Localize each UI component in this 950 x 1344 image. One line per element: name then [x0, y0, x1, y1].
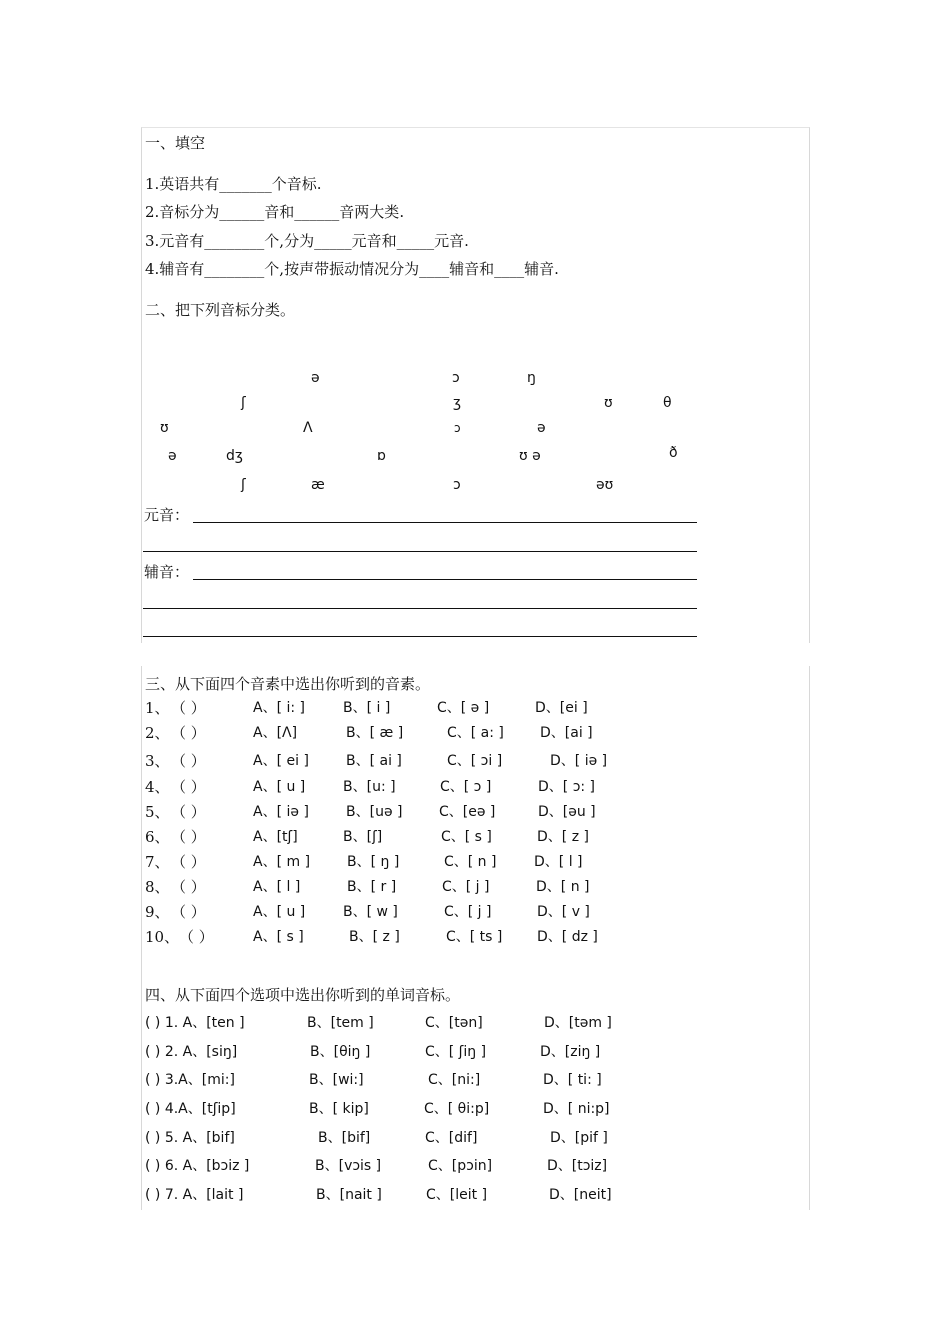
option-c[interactable]: C、[ ɔ ] — [440, 779, 492, 795]
answer-paren[interactable]: （ ） — [171, 828, 206, 846]
symbol: ə — [168, 448, 177, 464]
option-a[interactable]: A、[ i: ] — [253, 700, 306, 716]
symbol: æ — [311, 477, 325, 493]
word-question-a[interactable]: ( ) 4.A、[tʃip] — [145, 1101, 236, 1117]
symbol: ŋ — [527, 370, 536, 386]
option-a[interactable]: A、[ u ] — [253, 779, 306, 795]
option-b[interactable]: B、[u: ] — [343, 779, 396, 795]
symbol: ʃ — [241, 477, 246, 493]
question-number: 4、 — [145, 778, 170, 796]
option-a[interactable]: A、[ s ] — [253, 929, 304, 945]
option-c[interactable]: C、[ s ] — [441, 829, 492, 845]
option-b[interactable]: B、[uə ] — [346, 804, 403, 820]
fill-line-2: 2.音标分为______音和______音两大类. — [145, 203, 405, 221]
symbol: ɔ — [454, 421, 461, 435]
option-b[interactable]: B、[tem ] — [307, 1015, 374, 1031]
symbol: ʊ — [604, 395, 613, 411]
question-number: 9、 — [145, 903, 170, 921]
option-d[interactable]: D、[neit] — [549, 1187, 612, 1203]
option-d[interactable]: D、[ai ] — [540, 725, 593, 741]
option-b[interactable]: B、[ w ] — [343, 904, 398, 920]
option-c[interactable]: C、[ θi:p] — [424, 1101, 490, 1117]
symbol: ɔ — [453, 477, 461, 493]
section1-title: 一、填空 — [145, 134, 206, 152]
option-b[interactable]: B、[ ai ] — [346, 753, 402, 769]
option-b[interactable]: B、[ æ ] — [346, 725, 404, 741]
section2-title: 二、把下列音标分类。 — [145, 301, 296, 319]
word-question-a[interactable]: ( ) 1. A、[ten ] — [145, 1015, 245, 1031]
symbol: ʃ — [241, 395, 246, 411]
option-c[interactable]: C、[ j ] — [444, 904, 492, 920]
answer-paren[interactable]: （ ） — [171, 778, 206, 796]
option-d[interactable]: D、[ ni:p] — [543, 1101, 610, 1117]
option-d[interactable]: D、[ziŋ ] — [540, 1044, 601, 1060]
option-d[interactable]: D、[ei ] — [535, 700, 588, 716]
question-number: 7、 — [145, 853, 170, 871]
symbol: ə — [311, 370, 320, 386]
consonant-answer-line-3[interactable] — [143, 636, 697, 637]
option-b[interactable]: B、[ z ] — [349, 929, 400, 945]
option-c[interactable]: C、[ j ] — [442, 879, 490, 895]
question-number: 2、 — [145, 724, 170, 742]
question-number: 3、 — [145, 752, 170, 770]
symbol: əʊ — [596, 477, 614, 493]
option-d[interactable]: D、[ v ] — [537, 904, 590, 920]
vowel-answer-line-2[interactable] — [143, 551, 697, 552]
vowel-label: 元音： — [144, 506, 190, 524]
word-question-a[interactable]: ( ) 5. A、[bif] — [145, 1130, 235, 1146]
option-d[interactable]: D、[ ti: ] — [543, 1072, 602, 1088]
symbol: Λ — [303, 420, 313, 436]
option-d[interactable]: D、[ dz ] — [537, 929, 598, 945]
option-b[interactable]: B、[ i ] — [343, 700, 391, 716]
symbol: ʊ — [160, 420, 169, 436]
answer-paren[interactable]: （ ） — [171, 752, 206, 770]
fill-line-1: 1.英语共有_______个音标. — [145, 175, 322, 193]
symbol: θ — [663, 395, 672, 411]
question-number: 6、 — [145, 828, 170, 846]
option-c[interactable]: C、[dif] — [425, 1130, 478, 1146]
symbol: ə — [537, 420, 546, 436]
answer-paren[interactable]: （ ） — [171, 853, 206, 871]
option-c[interactable]: C、[ a: ] — [447, 725, 504, 741]
fill-line-3: 3.元音有________个,分为_____元音和_____元音. — [145, 232, 469, 250]
option-d[interactable]: D、[ n ] — [536, 879, 590, 895]
option-a[interactable]: A、[ ei ] — [253, 753, 309, 769]
option-c[interactable]: C、[ n ] — [444, 854, 497, 870]
option-b[interactable]: B、[wi:] — [309, 1072, 364, 1088]
option-b[interactable]: B、[bif] — [318, 1130, 371, 1146]
answer-paren[interactable]: （ ） — [171, 724, 206, 742]
option-c[interactable]: C、[eə ] — [439, 804, 496, 820]
option-c[interactable]: C、[ni:] — [428, 1072, 481, 1088]
option-d[interactable]: D、[əu ] — [538, 804, 596, 820]
consonant-answer-line-1[interactable] — [193, 579, 697, 580]
symbol: dʒ — [226, 448, 243, 464]
option-a[interactable]: A、[ iə ] — [253, 804, 309, 820]
option-b[interactable]: B、[θiŋ ] — [310, 1044, 371, 1060]
option-b[interactable]: B、[vɔis ] — [315, 1158, 382, 1174]
option-a[interactable]: A、[ m ] — [253, 854, 311, 870]
word-question-a[interactable]: ( ) 7. A、[lait ] — [145, 1187, 244, 1203]
option-d[interactable]: D、[ iə ] — [550, 753, 608, 769]
option-d[interactable]: D、[ l ] — [534, 854, 583, 870]
vowel-answer-line-1[interactable] — [193, 522, 697, 523]
question-number: 1、 — [145, 699, 170, 717]
option-b[interactable]: B、[ r ] — [347, 879, 397, 895]
consonant-label: 辅音： — [144, 563, 190, 581]
section3-title: 三、从下面四个音素中选出你听到的音素。 — [145, 675, 431, 693]
option-c[interactable]: C、[ ə ] — [437, 700, 490, 716]
option-a[interactable]: A、[ u ] — [253, 904, 306, 920]
answer-paren[interactable]: （ ） — [171, 699, 206, 717]
question-number: 5、 — [145, 803, 170, 821]
symbol: ɒ — [377, 448, 386, 464]
option-d[interactable]: D、[təm ] — [544, 1015, 612, 1031]
option-b[interactable]: B、[nait ] — [316, 1187, 382, 1203]
fill-line-4: 4.辅音有________个,按声带振动情况分为____辅音和____辅音. — [145, 260, 559, 278]
option-a[interactable]: A、[tʃ] — [253, 829, 298, 845]
answer-paren[interactable]: （ ） — [171, 878, 206, 896]
option-c[interactable]: C、[ ʃiŋ ] — [425, 1044, 487, 1060]
option-d[interactable]: D、[pif ] — [550, 1130, 608, 1146]
option-d[interactable]: D、[tɔiz] — [547, 1158, 608, 1174]
option-a[interactable]: A、[Λ] — [253, 725, 298, 741]
option-c[interactable]: C、[tən] — [425, 1015, 483, 1031]
question-number: 10、 — [145, 928, 180, 946]
section4-title: 四、从下面四个选项中选出你听到的单词音标。 — [145, 986, 461, 1004]
word-question-a[interactable]: ( ) 3.A、[mi:] — [145, 1072, 235, 1088]
consonant-answer-line-2[interactable] — [143, 608, 697, 609]
option-b[interactable]: B、[ʃ] — [343, 829, 383, 845]
answer-paren[interactable]: （ ） — [179, 928, 214, 946]
question-number: 8、 — [145, 878, 170, 896]
answer-paren[interactable]: （ ） — [171, 803, 206, 821]
option-c[interactable]: C、[pɔin] — [428, 1158, 493, 1174]
symbol: ʊ ə — [519, 448, 541, 464]
option-b[interactable]: B、[ ŋ ] — [347, 854, 400, 870]
option-a[interactable]: A、[ l ] — [253, 879, 301, 895]
symbol: ð — [669, 445, 678, 461]
answer-paren[interactable]: （ ） — [171, 903, 206, 921]
option-b[interactable]: B、[ kip] — [309, 1101, 369, 1117]
symbol: ɔ — [452, 370, 460, 386]
symbol: ʒ — [453, 395, 462, 411]
option-c[interactable]: C、[leit ] — [426, 1187, 488, 1203]
option-d[interactable]: D、[ z ] — [537, 829, 589, 845]
word-question-a[interactable]: ( ) 2. A、[siŋ] — [145, 1044, 238, 1060]
option-c[interactable]: C、[ ɔi ] — [447, 753, 503, 769]
option-d[interactable]: D、[ ɔ: ] — [538, 779, 596, 795]
option-c[interactable]: C、[ ts ] — [446, 929, 503, 945]
word-question-a[interactable]: ( ) 6. A、[bɔiz ] — [145, 1158, 250, 1174]
